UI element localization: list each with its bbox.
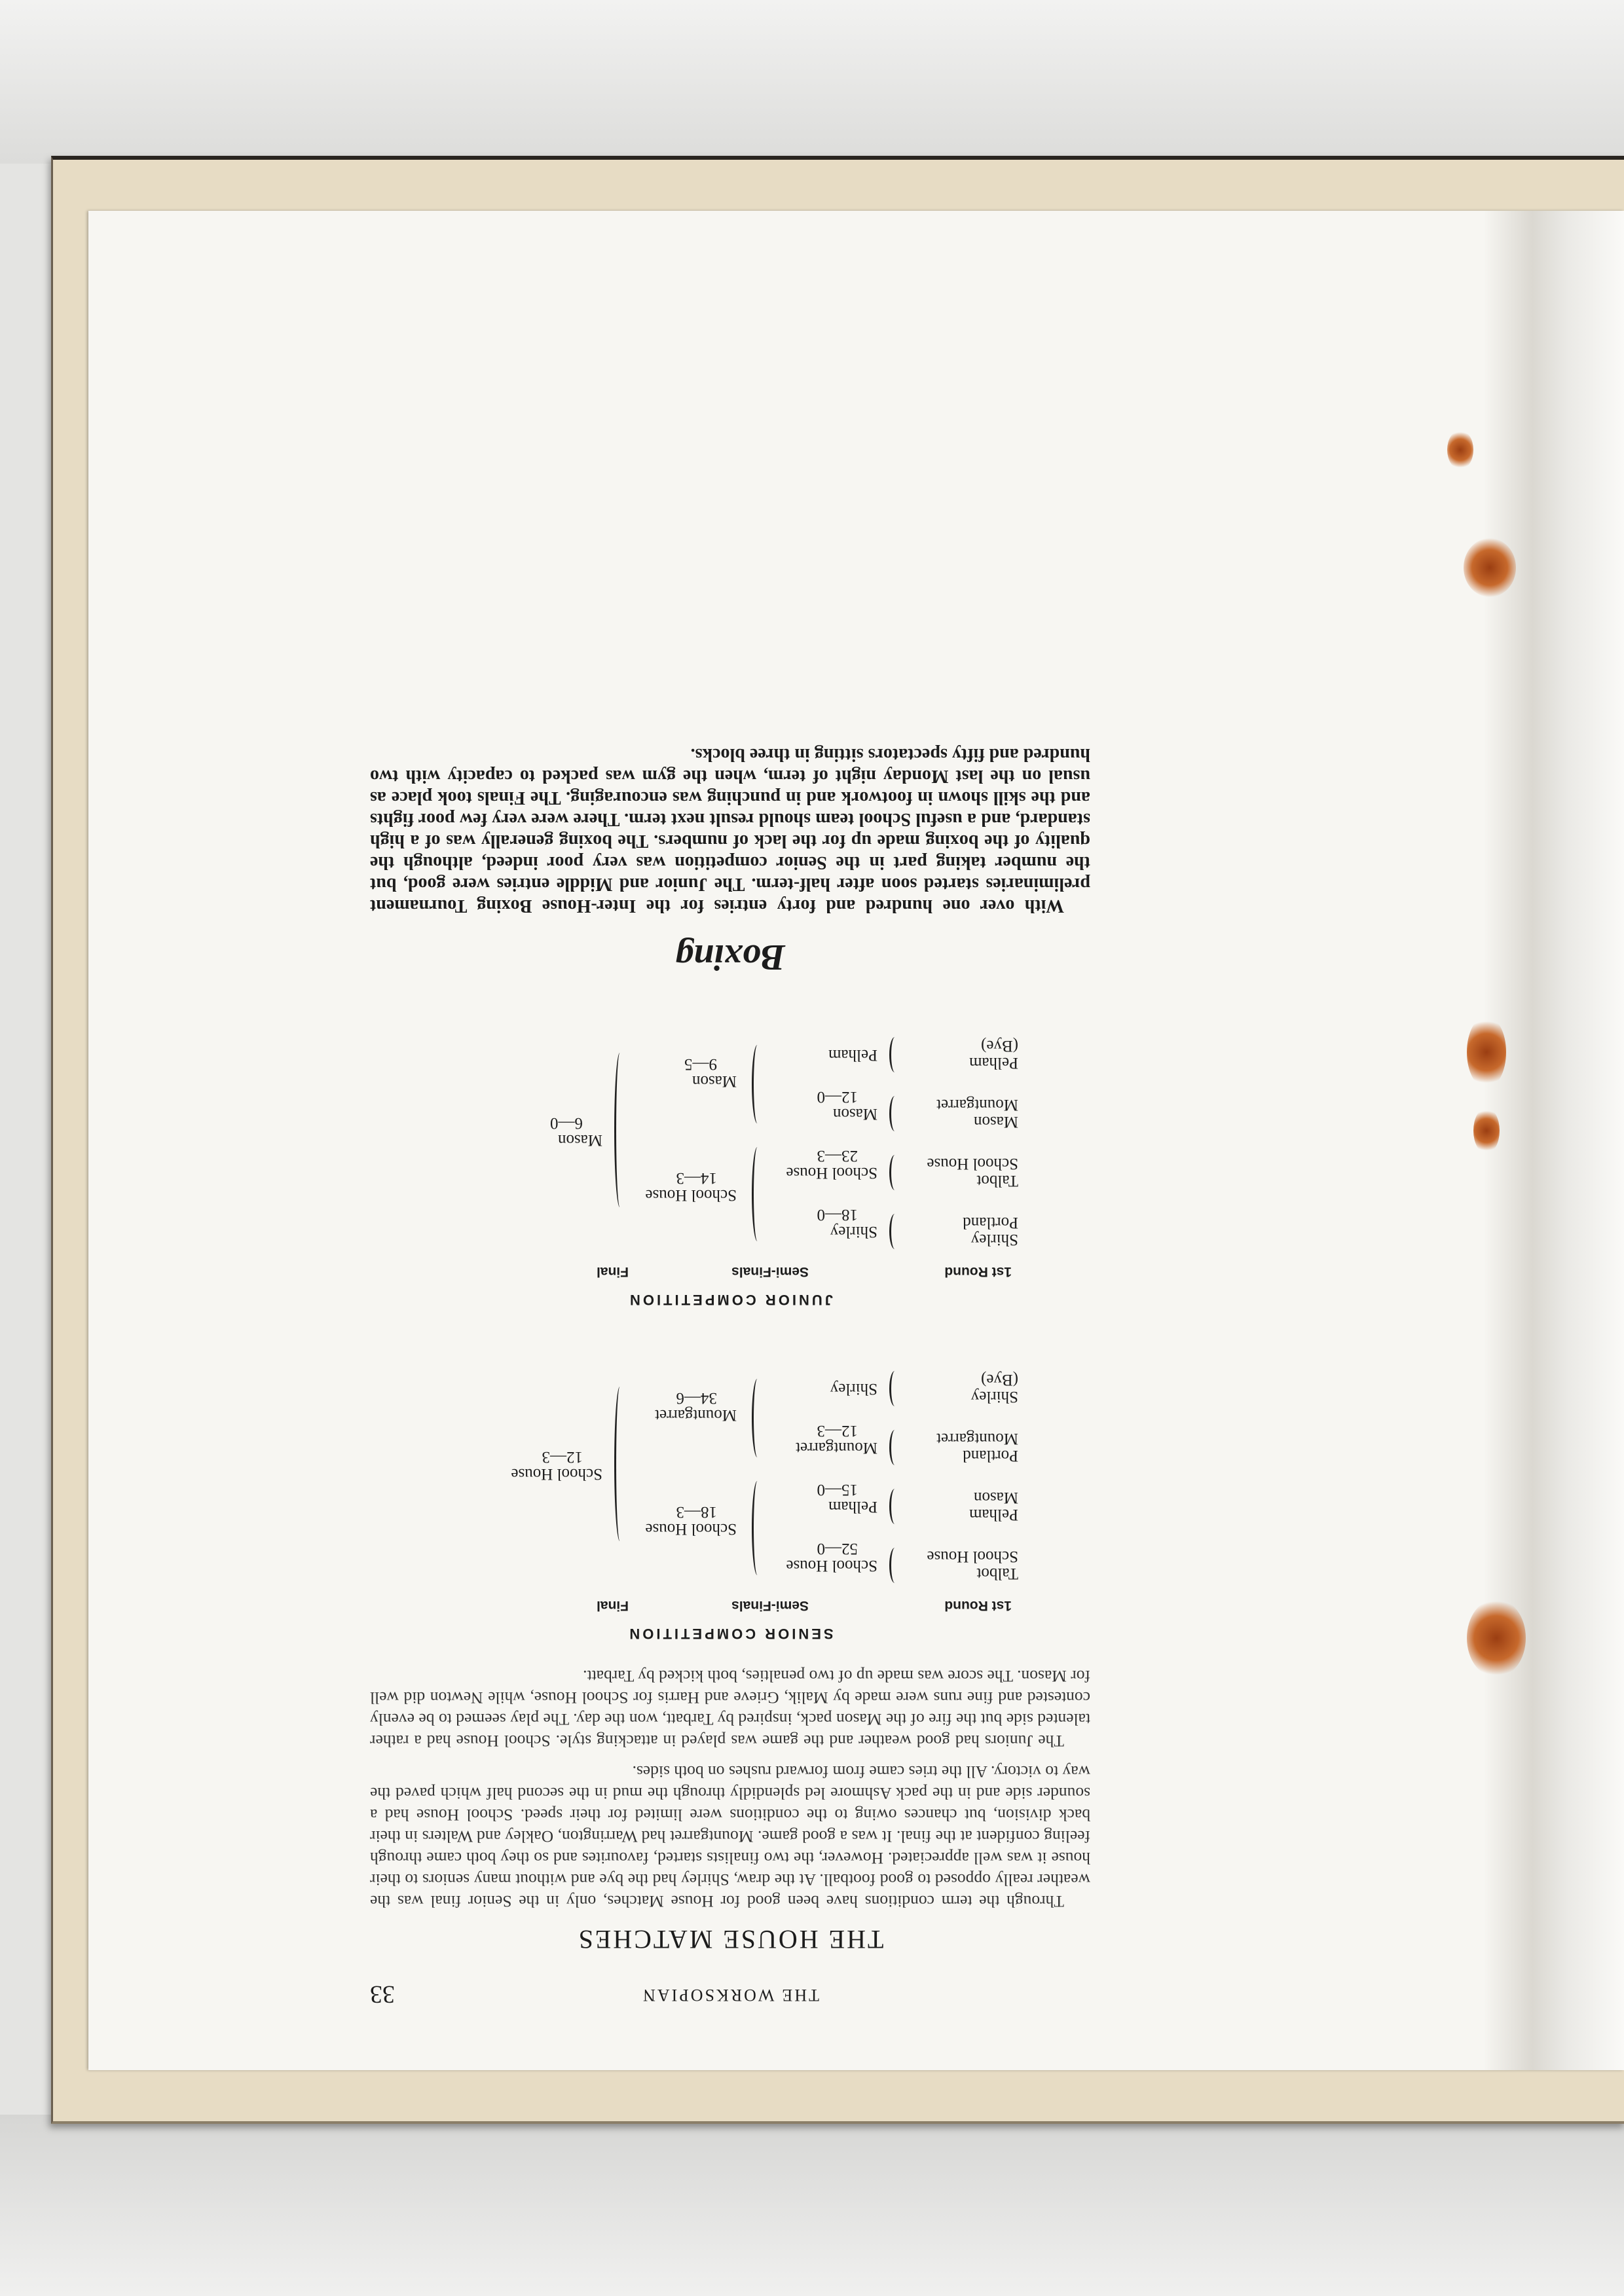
running-title: THE WORKSOPIAN	[641, 1986, 819, 2005]
senior-semi-score: 15—0	[817, 1481, 858, 1499]
scanner-background-bottom	[0, 2115, 1624, 2296]
senior-winner-score: 12—3	[542, 1448, 583, 1466]
senior-r1-team: Mason	[973, 1489, 1018, 1506]
senior-semi-score: 12—3	[817, 1422, 858, 1440]
senior-semi-team: School House	[786, 1557, 877, 1575]
senior-r1-team: Talbot	[976, 1565, 1018, 1582]
junior-semi-score: 18—0	[817, 1206, 858, 1224]
senior-header-round1: 1st Round	[944, 1598, 1012, 1613]
junior-semi-team: Pelham	[828, 1046, 877, 1064]
senior-brace	[889, 1548, 900, 1583]
junior-final-team: Mason	[692, 1072, 737, 1090]
rust-stain	[1447, 430, 1473, 469]
junior-header-round1: 1st Round	[944, 1264, 1012, 1279]
junior-brace	[752, 1045, 763, 1123]
rust-stain	[1467, 1599, 1526, 1677]
senior-brace	[752, 1379, 763, 1457]
senior-brace	[889, 1371, 900, 1406]
senior-header-semi: Semi-Finals	[731, 1598, 809, 1613]
boxing-heading: Boxing	[674, 937, 786, 977]
junior-r1-team: Pelham	[969, 1054, 1018, 1072]
boxing-paragraph: With over one hundred and forty entries for the Inter-House Boxing Tournament preliminaries started soon after half-term. The Junior and Middle entries were good, but the number taking part in the Senior competition was very poor indeed, although the quality of the boxing made up for the lack of numbers. The boxing generally was of a high standard, and a useful School team should result next term. There were very few poor fights and the skill shown in footwork and in punching was encouraging. The Finals took place as usual on the last Monday night of term, when the gym was packed to capacity with two hundred and fifty spectators sitting in three blocks.	[370, 744, 1090, 916]
junior-semi-score: 12—0	[817, 1088, 858, 1106]
senior-final-team: Mountgarret	[655, 1406, 737, 1424]
junior-r1-team: Mason	[973, 1113, 1018, 1131]
senior-winner-team: School House	[511, 1465, 602, 1483]
junior-competition-title: JUNIOR COMPETITION	[627, 1292, 834, 1308]
senior-final-score: 18—3	[676, 1503, 717, 1521]
junior-brace	[614, 1053, 625, 1207]
junior-semi-team: Mason	[832, 1105, 877, 1123]
senior-competition-title: SENIOR COMPETITION	[627, 1626, 834, 1642]
senior-header-final: Final	[596, 1598, 629, 1613]
junior-r1-team: School House	[927, 1155, 1018, 1173]
senior-r1-team: School House	[927, 1548, 1018, 1565]
page-gutter-shadow	[1483, 211, 1624, 2070]
senior-semi-team: Pelham	[828, 1498, 877, 1516]
scanner-background-top	[0, 0, 1624, 164]
book-page	[88, 211, 1624, 2070]
rust-stain	[1467, 1016, 1506, 1088]
junior-header-semi: Semi-Finals	[731, 1264, 809, 1279]
junior-winner-team: Mason	[557, 1131, 602, 1149]
house-matches-paragraph: Through the term conditions have been good for House Matches, only in the Senior final was the weather really opposed to good football. At the draw, Shirley had the bye and without many seniors to their house it was well appreciated. However, the two finalists started, favourites and so they both came through feeling confident at the final. It was a good game. Mountgarret had Warrington, Oakley and Walters in their back division, but chances owing to the conditions were limited for their speed. School House had a sounder side and in the pack Ashmore led splendidly through the mud in the second half which paved the way to victory. All the tries came from forward rushes on both sides.	[370, 1762, 1090, 1911]
rust-stain	[1473, 1108, 1500, 1154]
junior-r1-team: Talbot	[976, 1172, 1018, 1190]
senior-r1-team: (Bye)	[981, 1371, 1018, 1389]
junior-winner-score: 6—0	[550, 1114, 583, 1132]
senior-brace	[752, 1481, 763, 1575]
senior-brace	[889, 1430, 900, 1465]
house-matches-heading: THE HOUSE MATCHES	[576, 1925, 884, 1954]
junior-final-team: School House	[645, 1186, 737, 1204]
senior-semi-team: Shirley	[830, 1380, 877, 1398]
junior-header-final: Final	[596, 1264, 629, 1279]
junior-r1-team: Mountgarret	[936, 1096, 1018, 1114]
senior-r1-team: Mountgarret	[936, 1430, 1018, 1448]
junior-brace	[889, 1096, 900, 1131]
junior-bracket	[370, 1004, 1090, 1279]
junior-semi-team: Shirley	[830, 1223, 877, 1241]
running-head	[370, 1972, 1090, 2011]
senior-semi-score: 52—0	[817, 1540, 858, 1558]
junior-brace	[889, 1214, 900, 1249]
junior-r1-team: (Bye)	[981, 1037, 1018, 1055]
junior-final-score: 9—5	[684, 1055, 717, 1073]
senior-brace	[889, 1489, 900, 1524]
junior-brace	[889, 1155, 900, 1190]
senior-r1-team: Portland	[963, 1447, 1018, 1465]
junior-final-score: 14—3	[676, 1169, 717, 1187]
senior-r1-team: Pelham	[969, 1506, 1018, 1523]
juniors-paragraph: The Juniors had good weather and the game was played in attacking style. School House had a rather talented side but the fire of the Mason pack, inspired by Tarbatt, won the day. The play seemed to be evenly contested and fine runs were made by Malik, Grieve and Harris for School House, while Newton did well for Mason. The score was made up of two penalties, both kicked by Tarbatt.	[370, 1667, 1090, 1751]
senior-brace	[614, 1387, 625, 1541]
page-number: 33	[370, 1980, 395, 2008]
junior-semi-score: 23—3	[817, 1147, 858, 1165]
senior-r1-team: Shirley	[970, 1388, 1018, 1406]
junior-brace	[752, 1147, 763, 1241]
junior-semi-team: School House	[786, 1164, 877, 1182]
senior-final-team: School House	[645, 1520, 737, 1538]
upside-down-print	[370, 604, 1090, 2011]
junior-r1-team: Shirley	[970, 1231, 1018, 1248]
junior-brace	[889, 1037, 900, 1072]
rust-stain	[1464, 538, 1516, 597]
junior-r1-team: Portland	[963, 1214, 1018, 1231]
senior-semi-team: Mountgarret	[796, 1439, 877, 1457]
senior-final-score: 34—6	[676, 1389, 717, 1407]
senior-bracket	[370, 1332, 1090, 1613]
